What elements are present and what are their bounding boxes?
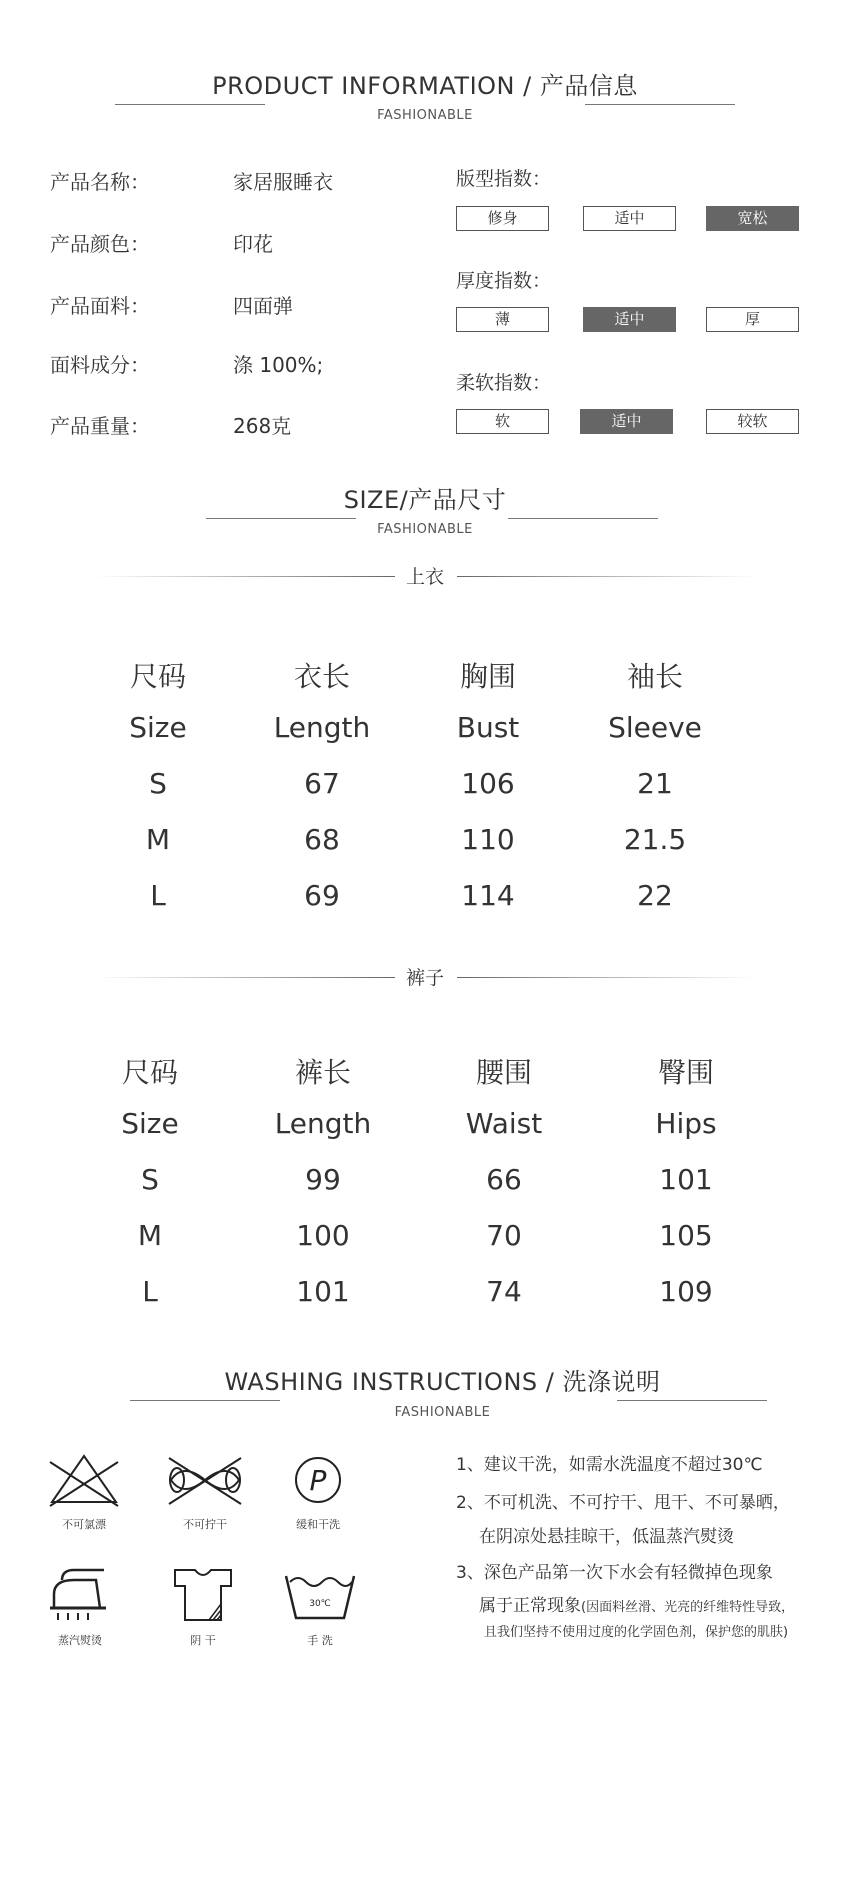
top-header-cn-bust: 胸围 [459, 660, 516, 693]
top-cell: L [150, 879, 166, 912]
no-wring-caption: 不可拧干 [183, 1518, 227, 1531]
info-value-weight: 268克 [233, 414, 292, 438]
info-value-color: 印花 [233, 232, 273, 256]
title-rule-right [585, 104, 735, 105]
pants-cell: 101 [296, 1275, 350, 1308]
fit-option-loose-selected: 宽松 [706, 206, 799, 231]
size-rule-left [206, 518, 356, 519]
pants-cell: 109 [659, 1275, 713, 1308]
pants-header-cn-hips: 臀围 [657, 1056, 714, 1089]
instruction-3-main: 属于正常现象 [479, 1596, 581, 1616]
washing-rule-left [130, 1400, 280, 1401]
gentle-dry-clean-caption: 缓和干洗 [296, 1518, 340, 1531]
index-label-fit: 版型指数： [456, 168, 552, 190]
top-cell: 21.5 [623, 823, 687, 856]
thickness-option-thick: 厚 [706, 307, 799, 332]
size-subtitle: FASHIONABLE [377, 522, 473, 537]
top-header-en-bust: Bust [456, 711, 520, 744]
washing-rule-right [617, 1400, 767, 1401]
top-cell: 22 [637, 879, 673, 912]
info-label-name: 产品名称： [50, 170, 150, 194]
top-header-en-size: Size [129, 711, 187, 744]
index-label-softness: 柔软指数： [456, 372, 552, 394]
instruction-2: 2、不可机洗、不可拧干、甩干、不可暴晒， [456, 1493, 790, 1513]
hand-wash-temp: 30℃ [309, 1599, 331, 1609]
pants-header-cn-length: 裤长 [294, 1056, 351, 1089]
softness-option-soft: 软 [456, 409, 549, 434]
top-cell: 69 [304, 879, 340, 912]
top-header-cn-length: 衣长 [293, 660, 350, 693]
product-info-title: PRODUCT INFORMATION / 产品信息 [212, 72, 638, 100]
pants-cell: 70 [486, 1219, 522, 1252]
fit-option-regular: 适中 [583, 206, 676, 231]
pants-header-en-hips: Hips [655, 1107, 717, 1140]
no-bleach-icon [44, 1450, 124, 1510]
pants-header-cn-waist: 腰围 [475, 1056, 532, 1089]
info-label-fabric: 产品面料： [50, 294, 150, 318]
pants-header-en-size: Size [121, 1107, 179, 1140]
top-header-en-sleeve: Sleeve [608, 711, 702, 744]
instruction-1: 1、建议干洗，如需水洗温度不超过30℃ [456, 1455, 763, 1475]
pants-cell: L [142, 1275, 158, 1308]
top-section-label: 上衣 [405, 566, 444, 588]
info-value-name: 家居服睡衣 [233, 170, 333, 194]
top-header-cn-sleeve: 袖长 [626, 660, 683, 693]
pants-cell: 74 [486, 1275, 522, 1308]
instruction-3-cont [479, 1591, 794, 1616]
washing-subtitle: FASHIONABLE [394, 1405, 491, 1420]
washing-title: WASHING INSTRUCTIONS / 洗涤说明 [224, 1368, 661, 1396]
info-label-weight: 产品重量： [50, 414, 150, 438]
top-cell: 106 [461, 767, 515, 800]
instruction-3: 3、深色产品第一次下水会有轻微掉色现象 [456, 1563, 773, 1583]
fit-option-slim: 修身 [456, 206, 549, 231]
no-wring-icon [165, 1450, 245, 1510]
size-title: SIZE/产品尺寸 [343, 486, 507, 514]
thickness-option-medium-selected: 适中 [583, 307, 676, 332]
thickness-option-thin: 薄 [456, 307, 549, 332]
info-label-composition: 面料成分： [50, 353, 150, 377]
top-cell: 68 [304, 823, 340, 856]
pants-header-cn-size: 尺码 [121, 1056, 178, 1089]
pants-header-en-waist: Waist [465, 1107, 543, 1140]
pants-cell: 101 [659, 1163, 713, 1196]
pants-cell: 100 [296, 1219, 350, 1252]
steam-iron-icon [40, 1564, 120, 1624]
pants-cell: S [141, 1163, 159, 1196]
instruction-3-note-cont: 且我们坚持不使用过度的化学固色剂，保护您的肌肤) [484, 1625, 789, 1640]
shade-dry-caption: 阴 干 [190, 1634, 216, 1647]
top-cell: S [149, 767, 167, 800]
instruction-3-note: (因面料丝滑、光亮的纤维特性导致， [581, 1600, 795, 1615]
pants-cell: 66 [486, 1163, 522, 1196]
pants-cell: M [137, 1219, 163, 1252]
no-bleach-caption: 不可氯漂 [62, 1518, 106, 1531]
top-cell: 110 [461, 823, 515, 856]
title-rule-left [115, 104, 265, 105]
top-header-cn-size: 尺码 [129, 660, 186, 693]
info-value-fabric: 四面弹 [233, 294, 293, 318]
top-header-en-length: Length [273, 711, 371, 744]
instruction-2-cont: 在阴凉处悬挂晾干，低温蒸汽熨烫 [479, 1527, 734, 1547]
pants-section-label: 裤子 [405, 967, 444, 989]
hand-wash-icon [280, 1564, 360, 1624]
product-info-subtitle: FASHIONABLE [377, 108, 473, 123]
pants-cell: 99 [305, 1163, 341, 1196]
pants-header-en-length: Length [274, 1107, 372, 1140]
top-cell: 67 [304, 767, 340, 800]
softness-option-medium-selected: 适中 [580, 409, 673, 434]
index-label-thickness: 厚度指数： [456, 270, 552, 292]
gentle-dry-clean-icon [278, 1450, 358, 1510]
pants-cell: 105 [659, 1219, 713, 1252]
size-rule-right [508, 518, 658, 519]
shade-dry-icon [163, 1564, 243, 1624]
top-cell: M [145, 823, 171, 856]
top-cell: 114 [461, 879, 515, 912]
steam-iron-caption: 蒸汽熨烫 [58, 1634, 102, 1647]
dry-clean-letter: P [309, 1464, 327, 1497]
top-cell: 21 [637, 767, 673, 800]
softness-option-softer: 较软 [706, 409, 799, 434]
info-label-color: 产品颜色： [50, 232, 150, 256]
hand-wash-caption: 手 洗 [307, 1634, 333, 1647]
info-value-composition: 涤 100%; [233, 353, 324, 377]
